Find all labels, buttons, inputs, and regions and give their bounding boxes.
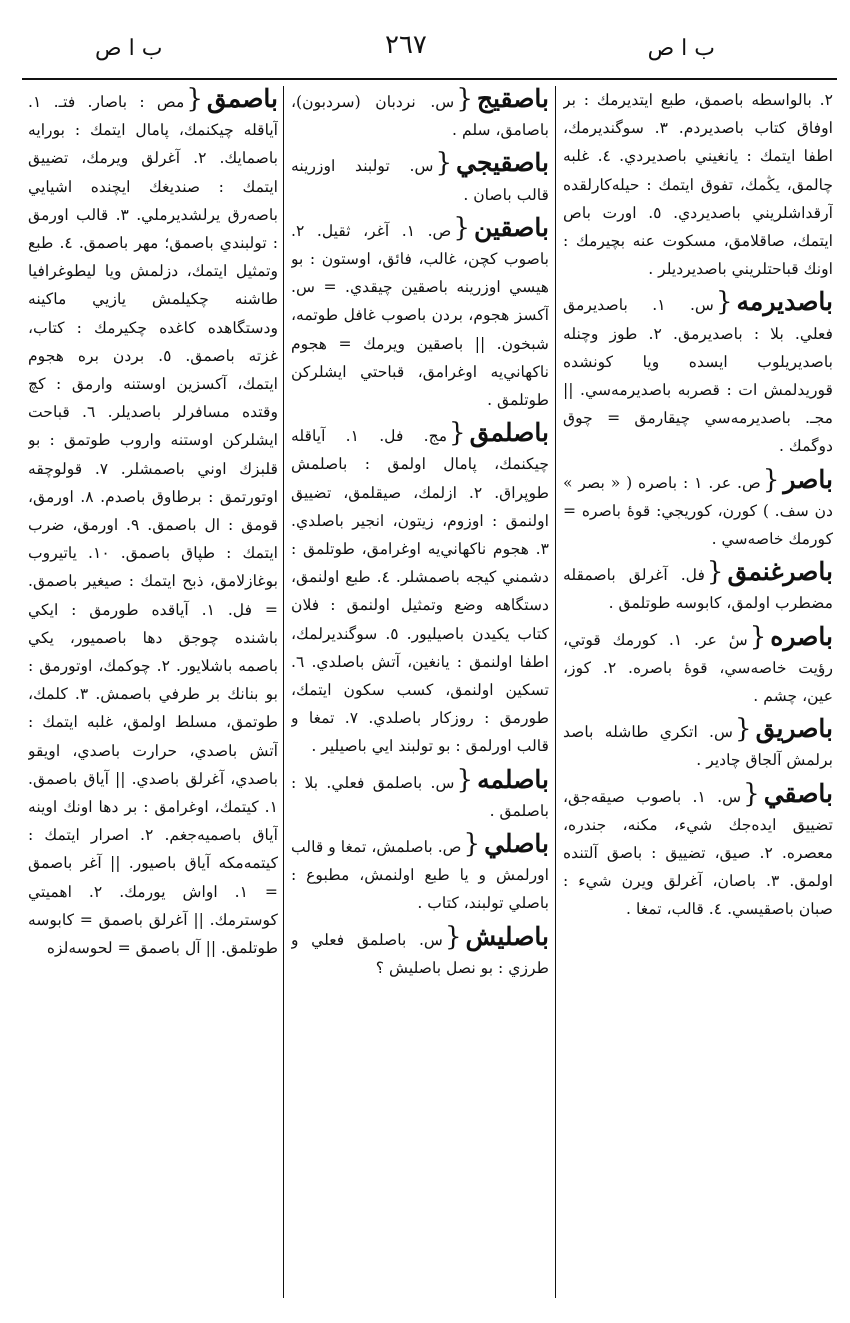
brace: { [706,557,724,588]
entry-definition: مص : باصار. فتـ. ١. آياقله چيكنمك، پامال ايتمك : بورايه باصمايك. ٢. آغرلق ويرمك، تضييق ايتمك : صنديغك ايچنده اشيايي باصه‌رق يرلشديرملي. ٣. قالب اورمق : تولبندي باصمق؛ مهر باصمق. ٤. طبع وتمثيل ايتمك، دزلمش ويا ليطوغرافيا طاشنه چكيلمش يازيي ماكينه ودستگاهده كاغده چكيرمك : كتاب، غزته باصمق. ٥. بردن بره هجوم ايتمك، آكسزين اوستنه وارمق : كچ وقتده مسافرلر باصديلر. ٦. قباحت ايشلركن اوستنه واروب طوتمق : بو قلبزك اوني باصمشلر. ٧. قولوچقه اوتورتمق : برطاوق باصدم. ٨. اورمق، قومق : ال باصمق. ٩. اورمق، ضرب ايتمك : طپاق باصمق. ١٠. ياتيروب بوغازلامق، ذبح ايتمك : صيغير باصمق. = فل. ١. آياقده طورمق : ايكي باشنده چوجق دها باصميور، يكي باصمه باشلايور. ٢. چوكمك، اوتورمق : بو بنانك بر طرفي باصمش. ٣. كلمك، طوتمق، مسلط اولمق، غلبه ايتمك : آتش باصدي، حرارت باصدي، اويقو باصدي، آغرلق باصدي. || آياق باصمق. ١. كيتمك، اوغرامق : بر دها اونك اوينه آياق باصميه‌جغم. ٢. اصرار ايتمك : كيتمه‌مكه آياق باصيور. || آغر باصمق = ١. اواش يورمك. ٢. اهميتي كوسترمك. || آغرلق باصمق = كابوسه طوتلمق. || آل باصمق = لحوسه‌لزه [28,93,278,958]
brace: { [449,418,466,449]
brace: { [762,464,780,495]
dictionary-entry [563,716,833,774]
column-divider-left [283,86,284,1298]
running-head-right: ب ا ص [647,36,715,61]
entry-headword: باصديرمه [736,287,833,317]
entry-headword: باصقين [473,212,549,242]
entry-headword: باصرغنمق [727,557,833,587]
brace: { [456,86,473,114]
brace: { [456,764,474,795]
dictionary-entry [291,150,549,208]
dictionary-entry [563,621,833,711]
entry-headword: باصلمه [477,764,549,794]
dictionary-entry [28,86,278,962]
entry-headword: باصلي [484,829,549,859]
brace: { [743,778,760,809]
entry-headword: باصريق [755,714,833,744]
entry-headword: باصره [770,621,833,651]
entry-definition: سٔ عر. ١. كورمك قوتي، رؤيت خاصه‌سي، قوهٔ باصره. ٢. كوز، عين، چشم . [563,630,833,706]
dictionary-entry [563,289,833,460]
entry-headword: باصقي [763,778,833,808]
dictionary-entry [291,212,549,414]
dictionary-entry [563,464,833,554]
entry-definition: س. تولبند اوزرينه قالب باصان . [291,157,549,204]
entry-headword: باصليش [465,921,549,951]
entry-headword: باصر [783,464,833,494]
page-number: ٢٦٧ [385,30,427,60]
brace: { [444,921,462,952]
entry-definition: مج. فل. ١. آياقله چيكنمك، پامال اولمق : باصلمش طوپراق. ٢. ازلمك، صيقلمق، تضييق اولنمق : اوزوم، زيتون، انجير باصلدي. ٣. هجوم ناكهاني‌يه اوغرامق، طوتلمق : دشمني كيجه باصمشلر. ٤. طبع اولنمق، دستگاهه وضع وتمثيل اولنمق : فلان كتاب يكيدن باصيليور. ٥. سوگنديرلمك، اطفا اولنمق : يانغين، آتش باصلدي. ٦. تسكين اولنمق، كسب سكون ايتمك، طورمق : روزكار باصلدي. ٧. تمغا و قالب اورلمق : بو تولبند ايي باصيلير . [291,427,549,756]
header-rule [22,78,837,80]
entry-definition: ص. ١. آغر، ثقيل. ٢. باصوب كچن، غالب، فائق، اوستون : بو هيسي اوزرينه باصقين چيقدي. = س. آكسز هجوم، بردن باصوب غافل طوتمه، شبخون. || باصقين ويرمك = هجوم ناكهاني‌يه اوغرامق، قباحتي ايشلركن طوتلمق . [291,221,549,410]
column-left [28,86,278,1298]
entry-definition: س. نردبان (سردبون)، باصامق، سلم . [291,93,549,140]
entry-headword: باصقيجي [456,148,549,178]
dictionary-entry [563,86,833,283]
entry-definition: س. اتكري طاشله باصد برلمش آلجاق چادير . [563,723,833,770]
entry-definition: ص. باصلمش، تمغا و قالب اورلمش و يا طبع اولنمش، مطبوع : باصلي تولبند، كتاب . [291,838,549,913]
dictionary-entry [291,420,549,760]
entry-definition: ٢. بالواسطه باصمق، طبع ايتديرمك : بر اوفاق كتاب باصديردم. ٣. سوگنديرمك، اطفا ايتمك : يانغيني باصديردي. ٤. غلبه چالمق، يڭمك، تفوق ايتمك : حيله‌كارلقده آرقداشلريني باصديردي. ٥. اورت باص ايتمك، صاقلامق، مسكوت عنه بچيرمك : اونك قباحتلريني باصديرديلر . [563,91,833,279]
dictionary-entry [291,764,549,825]
column-right [563,86,833,1298]
brace: { [715,287,733,318]
entry-definition: س. باصلمق فعلي و طرزي : بو نصل باصليش ؟ [291,930,549,977]
dictionary-entry [291,921,549,982]
brace: { [453,212,470,243]
brace: { [735,714,752,745]
brace: { [435,148,453,179]
column-divider-right [555,86,556,1298]
column-middle [291,86,549,1298]
entry-definition: س. باصلمق فعلي. بلا : باصلمق . [291,773,549,820]
entry-definition: فل. آغرلق باصمقله مضطرب اولمق، كابوسه طوتلمق . [563,566,833,613]
entry-headword: باصلمق [469,418,549,448]
dictionary-entry [563,559,833,617]
entry-definition: س. ١. باصوب صيقه‌جق، تضييق ايده‌جك شيء، مكنه، جندره، معصره. ٢. صيق، تضييق : باصق آلتنده اولمق. ٣. باصان، آغرلق ويرن شيء : صبان باصقيسي. ٤. قالب، تمغا . [563,787,833,919]
dictionary-entry [291,86,549,144]
entry-definition: س. ١. باصديرمق فعلي. بلا : باصديرمق. ٢. طوز وچنله باصديريلوب ايسده ويا كونشده قوريدلمش ات : قصربه باصديرمه‌سي. || مجـ. باصديرمه‌سي چيقارمق = چوق دوگمك . [563,296,833,456]
entry-definition: ص. عر. ١ : باصره ( « بصر » دن سف. ) كورن، كوريجي: قوهٔ باصره = كورمك خاصه‌سي . [563,473,833,549]
dictionary-entry [563,778,833,924]
brace: { [186,86,203,114]
entry-headword: باصمق [206,86,278,113]
brace: { [749,621,767,652]
running-head-left: ب ا ص [95,36,163,61]
dictionary-entry [291,831,549,918]
brace: { [463,829,481,860]
entry-headword: باصقيج [476,86,549,113]
